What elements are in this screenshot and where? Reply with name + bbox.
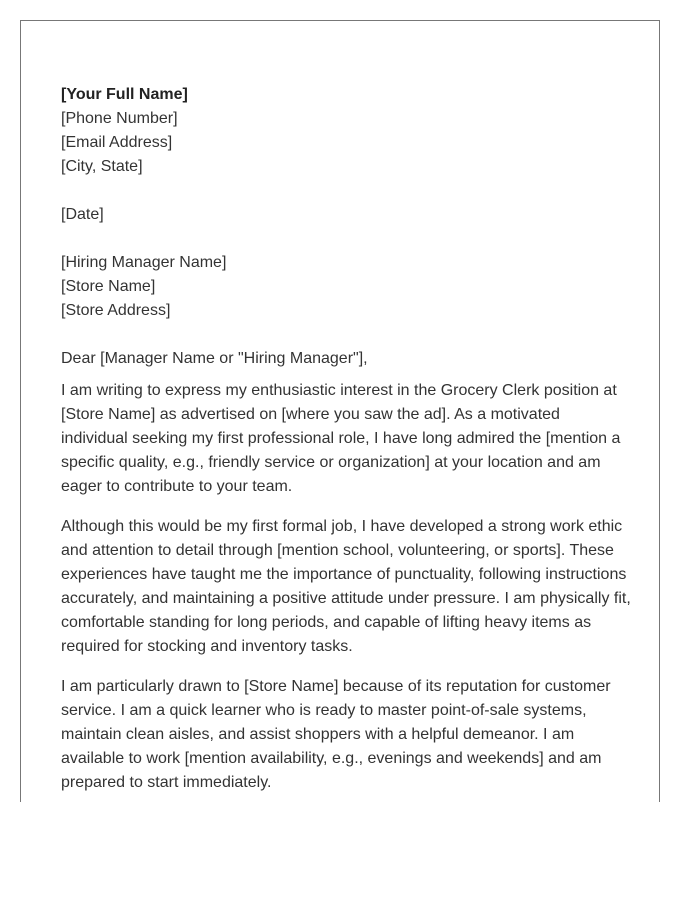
body-paragraph-2: Although this would be my first formal job, I have developed a strong work ethic and attention to detail through [mention school, volunteering, or sports]. These experiences have taught me the importance of punctuality, following instructions accurately, and maintaining a positive attitude under pressure. I am physically fit, comfortable standing for long periods, and capable of lifting heavy items as required for stocking and inventory tasks. (61, 518, 631, 655)
recipient-store-address: [Store Address] (61, 302, 171, 319)
sender-block (61, 83, 631, 179)
sender-phone: [Phone Number] (61, 110, 178, 127)
salutation: Dear [Manager Name or "Hiring Manager"], (61, 350, 368, 367)
spacer (61, 323, 631, 347)
spacer (61, 227, 631, 251)
sender-city-state: [City, State] (61, 158, 143, 175)
sender-email: [Email Address] (61, 134, 173, 151)
letter-page (20, 20, 660, 802)
letter-content (61, 83, 631, 795)
sender-name: [Your Full Name] (61, 86, 188, 103)
letter-body (61, 379, 631, 795)
recipient-store-name: [Store Name] (61, 278, 156, 295)
spacer (61, 179, 631, 203)
letter-date: [Date] (61, 206, 104, 223)
body-paragraph-3: I am particularly drawn to [Store Name] because of its reputation for customer service. I am a quick learner who is ready to master point-of-sale systems, maintain clean aisles, and assist shoppers with a helpful demeanor. I am available to work [mention availability, e.g., evenings and weekends] and am prepared to start immediately. (61, 678, 611, 791)
body-paragraph-1: I am writing to express my enthusiastic interest in the Grocery Clerk position at [Store Name] as advertised on [where you saw the ad]. As a motivated individual seeking my first professional role, I have long admired the [mention a specific quality, e.g., friendly service or organization] at your location and am eager to contribute to your team. (61, 382, 621, 495)
recipient-manager: [Hiring Manager Name] (61, 254, 227, 271)
recipient-block (61, 251, 631, 323)
